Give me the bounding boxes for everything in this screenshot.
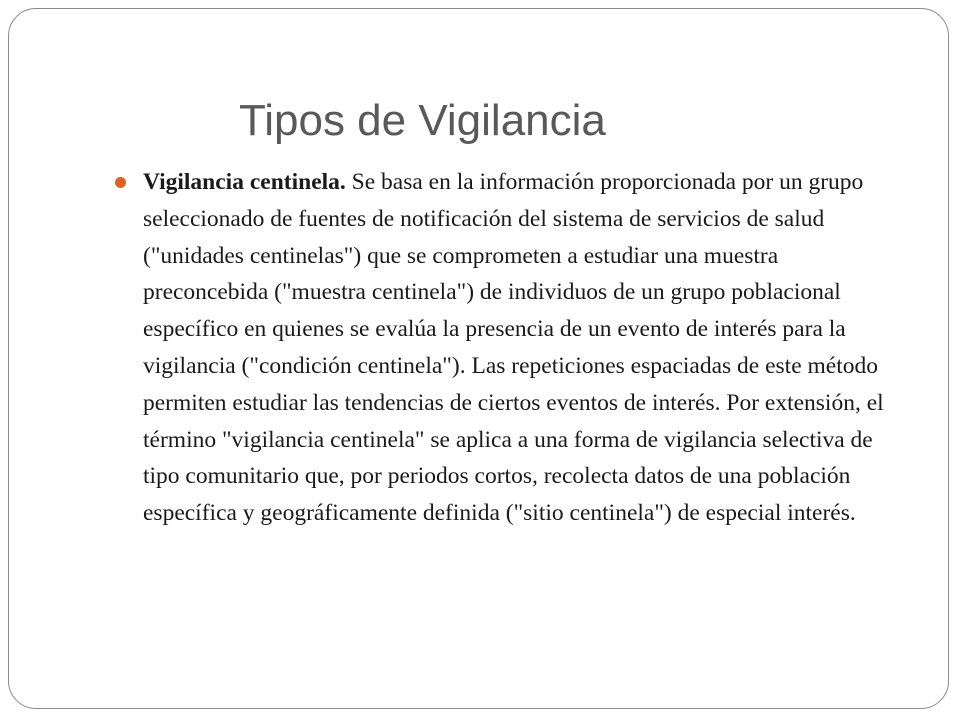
slide-title: Tipos de Vigilancia <box>239 96 606 145</box>
bullet-item <box>115 164 895 532</box>
bullet-term: Vigilancia centinela. <box>143 169 346 195</box>
slide-frame <box>8 8 949 709</box>
bullet-text: Se basa en la información proporcionada por un grupo seleccionado de fuentes de notificación del sistema de servicios de salud ("unidades centinelas") que se comprometen a estudiar una muestra preconcebida ("muestra centinela") de individuos de un grupo poblacional específico en quienes se evalúa la presencia de un evento de interés para la vigilancia ("condición centinela"). Las repeticiones espaciadas de este método permiten estudiar las tendencias de ciertos eventos de interés. Por extensión, el término "vigilancia centinela" se aplica a una forma de vigilancia selectiva de tipo comunitario que, por periodos cortos, recolecta datos de una población específica y geográficamente definida ("sitio centinela") de especial interés. <box>143 169 884 527</box>
bullet-dot-icon <box>115 177 126 188</box>
slide-body <box>115 164 895 532</box>
